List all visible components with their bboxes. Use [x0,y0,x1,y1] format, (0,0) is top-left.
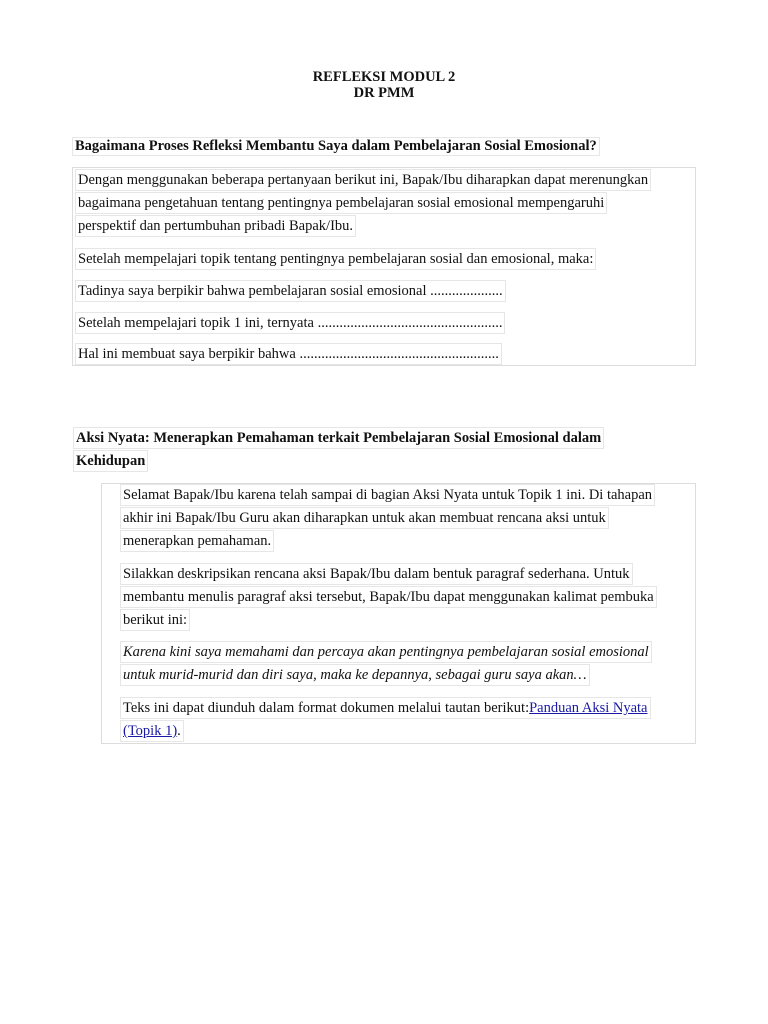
panduan-aksi-nyata-link-continued[interactable]: (Topik 1) [123,723,178,739]
section1-prompt-block [75,247,596,270]
section2-heading [73,426,604,472]
paragraph-line: berikut ini: [120,609,190,631]
reflection-question-2: Setelah mempelajari topik 1 ini, ternyata ................................................... [75,312,505,334]
aksi-nyata-paragraph-2 [120,562,657,631]
section1-intro-line: bagaimana pengetahuan tentang pentingnya pembelajaran sosial emosional mempengaruhi [75,192,607,214]
section1-heading-block [72,135,600,158]
paragraph-line: menerapkan pemahaman. [120,530,274,552]
download-paragraph [120,696,651,742]
reflection-question-1-block [75,279,506,302]
opening-sentence-quote [120,640,652,686]
title-line-1: REFLEKSI MODUL 2 [312,69,456,85]
paragraph-line: akhir ini Bapak/Ibu Guru akan diharapkan untuk akan membuat rencana aksi untuk [120,507,609,529]
reflection-question-1: Tadinya saya berpikir bahwa pembelajaran sosial emosional .................... [75,280,506,302]
period: . [177,723,181,739]
section1-prompt: Setelah mempelajari topik tentang pentingnya pembelajaran sosial dan emosional, maka: [75,248,596,270]
section1-intro-line: perspektif dan pertumbuhan pribadi Bapak/Ibu. [75,215,356,237]
download-text: Teks ini dapat diunduh dalam format dokumen melalui tautan berikut: [123,700,530,716]
paragraph-line: membantu menulis paragraf aksi tersebut, Bapak/Ibu dapat menggunakan kalimat pembuka [120,586,657,608]
reflection-question-2-block [75,311,505,334]
paragraph-line: Selamat Bapak/Ibu karena telah sampai di bagian Aksi Nyata untuk Topik 1 ini. Di tahapan [120,484,655,506]
quote-line: untuk murid-murid dan diri saya, maka ke depannya, sebagai guru saya akan… [120,664,590,686]
section2-heading-line-2: Kehidupan [73,450,148,472]
quote-line: Karena kini saya memahami dan percaya akan pentingnya pembelajaran sosial emosional [120,641,652,663]
reflection-question-3: Hal ini membuat saya berpikir bahwa ....................................................... [75,343,502,365]
section1-intro-line: Dengan menggunakan beberapa pertanyaan berikut ini, Bapak/Ibu diharapkan dapat merenungkan [75,169,651,191]
title-line-2: DR PMM [353,85,415,101]
aksi-nyata-paragraph-1 [120,483,655,552]
reflection-question-3-block [75,342,502,365]
paragraph-line: Silakkan deskripsikan rencana aksi Bapak/Ibu dalam bentuk paragraf sederhana. Untuk [120,563,633,585]
section2-heading-line-1: Aksi Nyata: Menerapkan Pemahaman terkait Pembelajaran Sosial Emosional dalam [73,427,604,449]
section1-intro [75,168,651,237]
download-line-2 [120,720,184,742]
document-title [0,69,768,101]
section1-heading: Bagaimana Proses Refleksi Membantu Saya dalam Pembelajaran Sosial Emosional? [72,137,600,156]
panduan-aksi-nyata-link[interactable]: Panduan Aksi Nyata [529,700,648,716]
download-line-1 [120,697,651,719]
